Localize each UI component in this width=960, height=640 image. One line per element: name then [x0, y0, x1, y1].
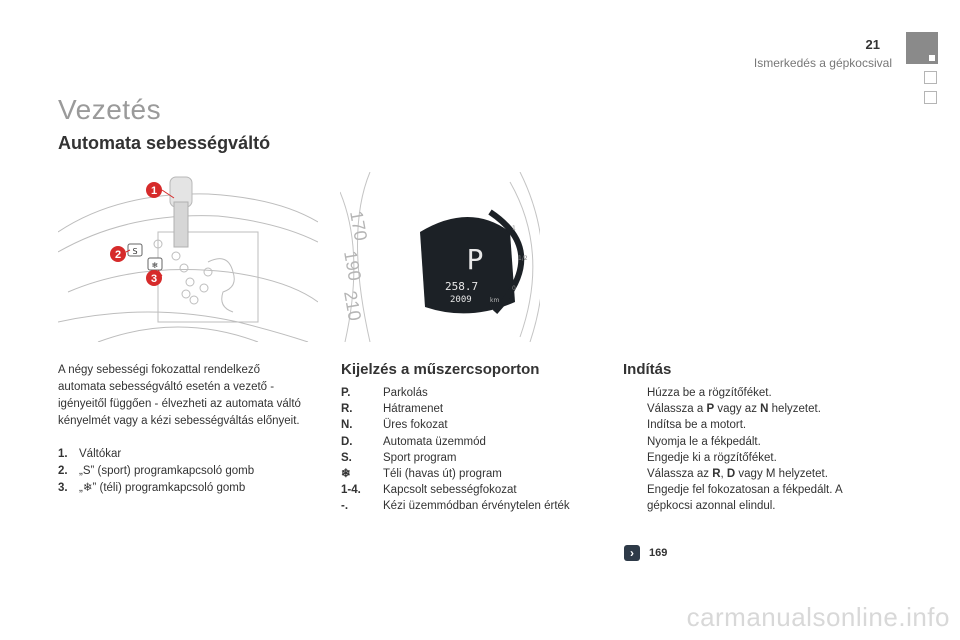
- list-item: [623, 401, 883, 417]
- list-item: [623, 417, 883, 433]
- section-tab-active[interactable]: [906, 32, 938, 64]
- list-key: S.: [341, 451, 352, 464]
- callout-2: 2: [114, 249, 122, 261]
- list-key: N.: [341, 419, 353, 432]
- trip-meter: 2009: [450, 295, 472, 305]
- chevron-right-icon[interactable]: ›: [624, 545, 640, 561]
- page-number: 21: [865, 37, 880, 52]
- callout-3: 3: [150, 273, 158, 285]
- list-item: [341, 498, 601, 514]
- watermark: carmanualsonline.info: [686, 602, 950, 632]
- list-item: [623, 482, 883, 514]
- step-text: Engedje fel fokozatosan a fékpedált. A gépkocsi azonnal elindul.: [647, 484, 843, 513]
- legend-item: [58, 446, 318, 463]
- step-text: Válassza a: [647, 403, 707, 416]
- bullet-icon: [623, 385, 647, 401]
- legend-text: Váltókar: [79, 448, 122, 460]
- list-text: Téli (havas út) program: [383, 468, 502, 481]
- start-section-title: Indítás: [623, 361, 672, 378]
- bullet-icon: [623, 417, 647, 433]
- legend-item: [58, 463, 318, 480]
- legend-item: [58, 480, 318, 497]
- list-item: [341, 434, 601, 450]
- display-section-title: Kijelzés a műszercsoporton: [341, 361, 540, 378]
- list-text: Automata üzemmód: [383, 435, 486, 448]
- snowflake-icon: ❄: [341, 468, 351, 481]
- intro-paragraph: A négy sebességi fokozattal rendelkező automata sebességváltó esetén a vezető - igényeitől függően - élvezheti az automata váltó kényelmét vagy a kézi sebességváltás előnyeit.: [58, 364, 301, 427]
- list-item: [341, 401, 601, 417]
- section-tab[interactable]: [924, 71, 937, 84]
- list-item: [341, 450, 601, 466]
- list-text: Parkolás: [383, 387, 428, 399]
- list-key: -.: [341, 500, 349, 513]
- start-steps-list: [623, 385, 883, 515]
- list-item: [341, 385, 601, 401]
- step-text: helyzetet.: [768, 403, 821, 416]
- list-key: 1-4.: [341, 484, 361, 497]
- list-text: Kapcsolt sebességfokozat: [383, 484, 517, 497]
- instrument-cluster-figure: [340, 172, 540, 342]
- list-item: [341, 482, 601, 498]
- page-reference[interactable]: [624, 545, 667, 561]
- step-text: Húzza be a rögzítőféket.: [647, 387, 772, 399]
- distance-unit: km: [490, 297, 500, 304]
- odometer: 258.7: [445, 280, 479, 293]
- gear-letter: R: [712, 468, 721, 481]
- legend-text: „S” (sport) programkapcsoló gomb: [79, 465, 255, 477]
- gear-letter: P: [706, 403, 715, 416]
- section-title: Ismerkedés a gépkocsival: [753, 56, 892, 70]
- section-tab[interactable]: [924, 91, 937, 104]
- step-text: Indítsa be a motort.: [647, 419, 747, 432]
- step-text: Engedje ki a rögzítőféket.: [647, 451, 777, 464]
- step-text: vagy M helyzetet.: [735, 468, 828, 481]
- legend-key: 2.: [58, 465, 68, 477]
- legend-key: 3.: [58, 482, 68, 494]
- fuel-mark-empty: 0: [512, 285, 516, 292]
- step-text: Nyomja le a fékpedált.: [647, 435, 761, 448]
- speed-mark-190: 190: [340, 249, 365, 283]
- list-text: Sport program: [383, 451, 457, 464]
- step-text: vagy az: [714, 403, 761, 416]
- list-item: [623, 450, 883, 466]
- list-item: [623, 385, 883, 401]
- speed-mark-210: 210: [340, 289, 365, 323]
- list-text: Hátramenet: [383, 403, 444, 416]
- list-item: [623, 434, 883, 450]
- list-item: [341, 466, 601, 482]
- callout-1: 1: [150, 185, 158, 197]
- bullet-icon: [623, 482, 647, 514]
- fuel-mark-half: 1/2: [518, 255, 528, 262]
- step-text: Válassza az: [647, 468, 713, 481]
- list-key: R.: [341, 403, 353, 416]
- list-text: Üres fokozat: [383, 419, 448, 432]
- bullet-icon: [623, 401, 647, 417]
- gear-letter: N: [760, 403, 769, 416]
- list-key: D.: [341, 435, 353, 448]
- callout-legend: [58, 446, 318, 497]
- gear-indicator-list: [341, 385, 601, 515]
- svg-text:S: S: [132, 247, 138, 256]
- bullet-icon: [623, 434, 647, 450]
- reference-page-number[interactable]: 169: [649, 547, 668, 559]
- gear-lever-figure: [58, 172, 318, 342]
- bullet-icon: [623, 466, 647, 482]
- page-subtitle: Automata sebességváltó: [58, 133, 271, 153]
- page-title: Vezetés: [58, 94, 162, 125]
- svg-text:❄: ❄: [151, 261, 159, 270]
- gear-letter: D: [726, 468, 736, 481]
- legend-key: 1.: [58, 448, 68, 460]
- tab-marker-icon: [929, 55, 935, 61]
- fuel-mark-full: 1: [512, 225, 516, 232]
- bullet-icon: [623, 450, 647, 466]
- list-item: [623, 466, 883, 482]
- speed-mark-170: 170: [346, 209, 371, 243]
- step-text: ,: [720, 468, 727, 481]
- list-key: P.: [341, 387, 351, 399]
- legend-text: „❄” (téli) programkapcsoló gomb: [79, 482, 246, 494]
- gear-indicator: P: [466, 243, 484, 276]
- list-text: Kézi üzemmódban érvénytelen érték: [383, 500, 570, 513]
- list-item: [341, 417, 601, 433]
